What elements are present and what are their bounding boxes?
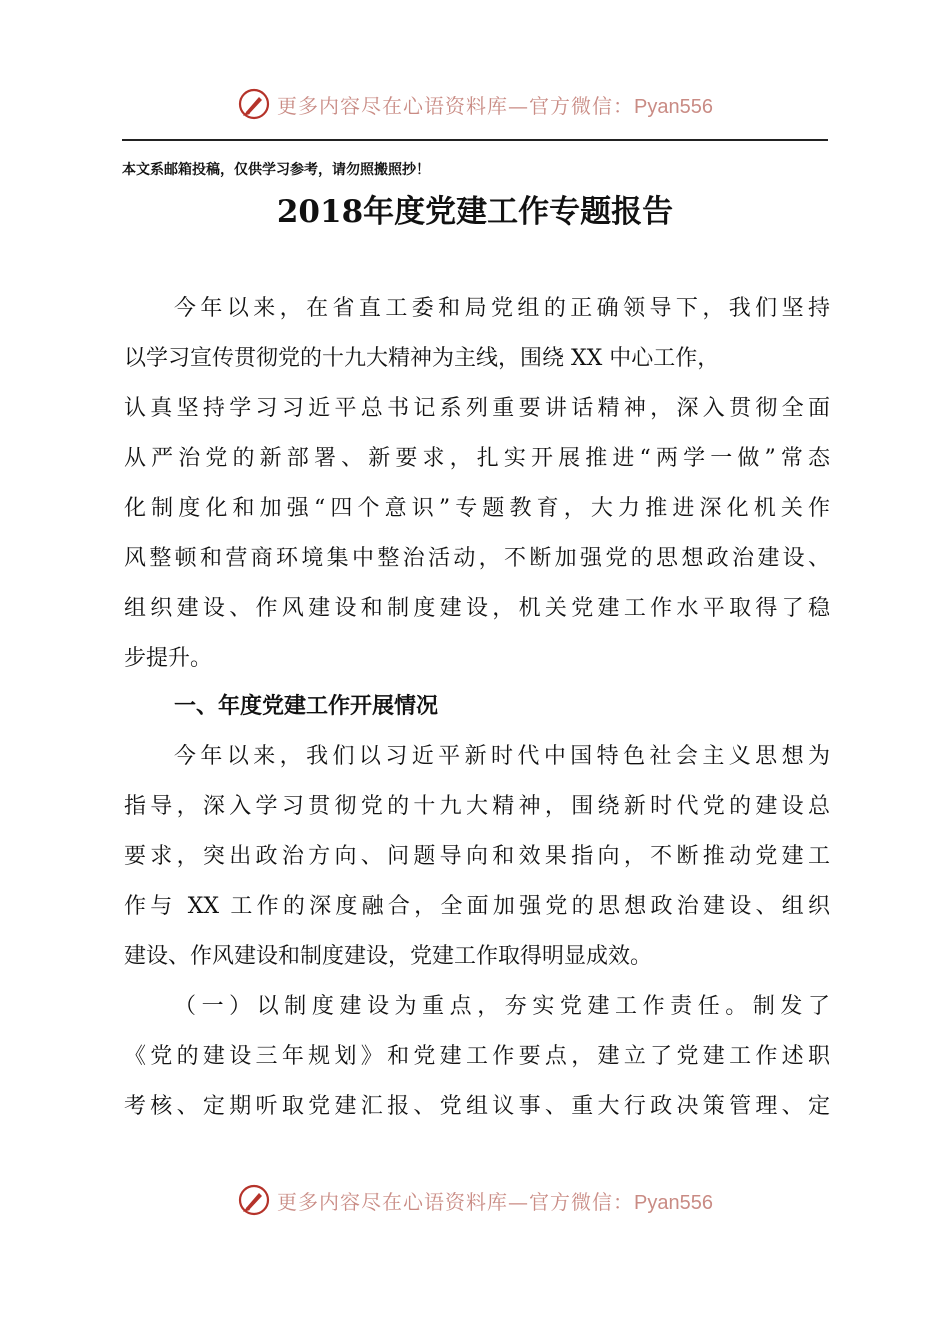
header-rule (122, 139, 828, 141)
watermark-banner-bottom (0, 1180, 950, 1220)
pen-circle-icon (237, 1183, 271, 1217)
body-line: 化制度化和加强“四个意识”专题教育，大力推进深化机关作 (124, 496, 830, 521)
body-line: 以学习宣传贯彻党的十九大精神为主线，围绕 XX 中心工作， (124, 346, 720, 371)
watermark-text: 更多内容尽在心语资料库—官方微信：Pyan556 (277, 93, 713, 118)
body-line: 指导，深入学习贯彻党的十九大精神，围绕新时代党的建设总 (124, 794, 830, 819)
wechat-id: Pyan556 (634, 1191, 713, 1214)
body-line: 建设、作风建设和制度建设，党建工作取得明显成效。 (124, 944, 653, 969)
watermark-text: 更多内容尽在心语资料库—官方微信：Pyan556 (277, 1189, 713, 1214)
body-line: 组织建设、作风建设和制度建设，机关党建工作水平取得了稳 (124, 596, 830, 621)
body-line: 作与 XX 工作的深度融合，全面加强党的思想政治建设、组织 (124, 894, 830, 919)
body-line: 步提升。 (124, 646, 213, 671)
body-line: （一）以制度建设为重点，夯实党建工作责任。制发了 (174, 994, 830, 1019)
body-line: 从严治党的新部署、新要求，扎实开展推进“两学一做”常态 (124, 446, 830, 471)
body-line: 要求，突出政治方向、问题导向和效果指向，不断推动党建工 (124, 844, 830, 869)
watermark-banner-top (0, 84, 950, 124)
wechat-id: Pyan556 (634, 95, 713, 118)
body-line: 认真坚持学习习近平总书记系列重要讲话精神，深入贯彻全面 (124, 396, 830, 421)
body-line: 今年以来，我们以习近平新时代中国特色社会主义思想为 (174, 744, 830, 769)
section-heading: 一、年度党建工作开展情况 (174, 694, 439, 719)
body-line: 考核、定期听取党建汇报、党组议事、重大行政决策管理、定 (124, 1094, 830, 1119)
pen-circle-icon (237, 87, 271, 121)
body-line: 今年以来，在省直工委和局党组的正确领导下，我们坚持 (174, 296, 830, 321)
submission-note: 本文系邮箱投稿，仅供学习参考，请勿照搬照抄！ (122, 162, 430, 178)
body-line: 《党的建设三年规划》和党建工作要点，建立了党建工作述职 (124, 1044, 830, 1069)
document-title: 2018年度党建工作专题报告 (276, 194, 674, 230)
body-line: 风整顿和营商环境集中整治活动，不断加强党的思想政治建设、 (124, 546, 830, 571)
